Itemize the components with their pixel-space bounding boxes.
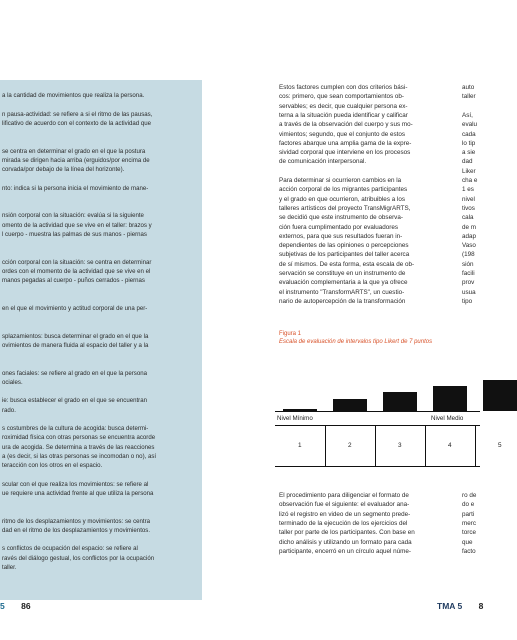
scale-number: 4 — [448, 442, 452, 449]
text-line: Así, — [462, 111, 473, 119]
text-line: que — [462, 538, 473, 546]
scale-label-divider — [275, 425, 480, 426]
text-line: torce — [462, 529, 476, 537]
text-line: merc — [462, 519, 476, 527]
text-line: servables; es decir, que cualquier persona ex- — [279, 102, 408, 110]
scale-cell-divider — [425, 425, 426, 466]
text-line: a (es decir, si las otras personas se incomodan o no), así — [2, 452, 157, 460]
footer-left-page-number: 86 — [21, 601, 31, 611]
text-line: ción fuera cumplimentado por evaluadores — [279, 223, 399, 231]
text-line: auto — [462, 84, 475, 91]
scale-bar — [333, 399, 367, 411]
text-line: acción corporal de los migrantes participantes — [279, 186, 408, 194]
figure-caption: Escala de evaluación de intervalos tipo Likert de 7 puntos — [279, 339, 433, 345]
footer-right-journal: TMA 5 — [437, 601, 463, 611]
text-line: se decidió que este instrumento de observa- — [279, 214, 403, 222]
text-line: l cuerpo - muestra las palmas de sus manos - piernas — [2, 230, 147, 238]
text-line: (198 — [462, 251, 475, 259]
text-line: externos, para que sus resultados fueran in- — [279, 232, 403, 240]
text-line: Para determinar si ocurrieron cambios en la — [279, 177, 402, 184]
text-line: dad — [462, 158, 473, 166]
text-line: sión — [462, 260, 474, 268]
footer-right — [437, 601, 483, 611]
text-line: terminado de la ejecución de los ejercicios del — [279, 519, 408, 527]
text-line: ritmo de los desplazamientos y movimientos: se centra — [2, 517, 151, 525]
text-line: de comunicación interpersonal. — [279, 158, 367, 166]
text-line: factores abarque una amplia gama de la expre- — [279, 139, 412, 147]
text-line: prov — [462, 279, 475, 287]
text-line: servación se constituye en un instrumento de — [279, 270, 406, 277]
text-line: a través de la observación del cuerpo y sus mo- — [279, 121, 413, 129]
scale-cell-divider — [375, 425, 376, 466]
text-line: nivel — [462, 195, 475, 203]
scale-bar — [283, 409, 317, 411]
text-line: tipo — [462, 297, 473, 305]
scale-number: 2 — [348, 442, 352, 449]
text-line: evaluación complementaria a la que ya ofrece — [279, 279, 408, 287]
text-line: de m — [462, 223, 476, 231]
text-line: nsión corporal con la situación: evalúa si la siguiente — [2, 212, 144, 220]
text-line: cos: primero, que sean comportamientos ob- — [279, 93, 404, 101]
text-line: el instrumento "TransformARTS", un cuestio- — [279, 288, 405, 296]
text-line: adap — [462, 232, 477, 240]
footer-left-journal: 5 — [0, 601, 5, 611]
text-line: lizó el registro en video de un segmento prede- — [279, 510, 411, 518]
text-line: participante, encerró en un círculo aquel núme- — [279, 547, 411, 555]
text-line: teracción con los otros en el espacio. — [2, 462, 103, 469]
text-line: ovimientos de manera fluida al espacio del taller y a la — [2, 341, 149, 349]
scale-label-min: Nivel Mínimo — [277, 415, 313, 422]
text-line: terna a la situación pueda identificar y calificar — [279, 111, 408, 119]
scale-bar — [433, 386, 467, 411]
text-line: n pausa-actividad: se refiere a si el ritmo de las pausas, — [2, 110, 153, 118]
text-line: lo tip — [462, 139, 476, 147]
text-line: evalu — [462, 121, 478, 129]
text-line: s costumbres de la cultura de acogida: busca determi- — [2, 425, 149, 432]
text-line: vimientos; segundo, que el conjunto de estos — [279, 130, 406, 138]
text-line: nario de autopercepción de la transformación — [279, 297, 406, 305]
text-line: talleres artísticos del proyecto TransMigrARTS, — [279, 204, 411, 212]
text-line: subjetivas de los participantes del taller acerca — [279, 251, 410, 259]
text-line: corvada/por debajo de la línea del horizonte). — [2, 166, 125, 173]
text-line: cala — [462, 214, 474, 222]
text-line: Estos factores cumplen con dos criterios bási- — [279, 84, 408, 91]
text-line: ura de acogida. Se determina a través de las reacciones — [2, 443, 155, 451]
text-line: facili — [462, 270, 475, 277]
text-line: y el grado en que ocurrieron, atribuibles a los — [279, 195, 406, 203]
text-line: sividad corporal que interviene en los procesos — [279, 149, 411, 157]
text-line: de sí mismos. De esta forma, esta escala de ob- — [279, 260, 415, 268]
text-line: omento de la actividad que se vive en el taller: brazos y — [2, 221, 152, 229]
text-line: splazamientos: busca determinar el grado en el que la — [2, 332, 149, 340]
text-line: ociales. — [2, 378, 23, 386]
scale-number: 3 — [398, 442, 402, 449]
scale-baseline — [275, 411, 480, 412]
text-line: manos pegadas al cuerpo - puños cerrados - piernas — [2, 277, 145, 284]
scale-number: 5 — [498, 442, 502, 449]
scale-bar — [383, 392, 417, 411]
text-line: scular con el que realiza los movimientos: se refiere al — [2, 480, 149, 488]
text-line: taller. — [2, 563, 17, 571]
text-line: taller por parte de los participantes. Con base en — [279, 529, 415, 537]
text-line: a sie — [462, 149, 476, 157]
scale-number-row-bottom — [275, 466, 480, 467]
text-line: lificativo de acuerdo con el contexto de la actividad que — [2, 119, 152, 127]
text-line: rado. — [2, 406, 16, 414]
text-line: roximidad física con otras personas se encuentra acorde — [2, 434, 156, 442]
scale-cell-divider — [325, 425, 326, 466]
text-line: ie: busca establecer el grado en el que se encuentran — [2, 397, 147, 405]
text-line: parti — [462, 510, 475, 518]
text-line: cada — [462, 130, 476, 138]
text-line: observación fue el siguiente: el evaluador ana- — [279, 501, 410, 509]
text-line: en el que el movimiento y actitud corporal de una per- — [2, 304, 148, 312]
text-line: mirada se dirigen hacia arriba (erguidos/por encima de — [2, 156, 150, 164]
scale-number: 1 — [298, 442, 302, 449]
footer-left — [0, 601, 31, 611]
text-line: ravés del diálogo gestual, los conflictos por la ocupación — [2, 554, 155, 562]
text-line: do e — [462, 501, 475, 509]
text-line: Liker — [462, 167, 476, 175]
text-line: ro de — [462, 492, 477, 499]
text-line: ordes con el momento de la actividad que se vive en el — [2, 267, 151, 275]
text-line: a la cantidad de movimientos que realiza la persona. — [2, 92, 145, 99]
text-line: tivos — [462, 204, 475, 212]
text-line: dicho análisis y utilizando un formato para cada — [279, 538, 412, 546]
text-line: s conflictos de ocupación del espacio: se refiere al — [2, 545, 138, 553]
text-line: ue requiere una actividad frente al que utiliza la persona — [2, 489, 154, 497]
text-line: cción corporal con la situación: se centra en determinar — [2, 258, 152, 266]
scale-bar — [483, 380, 517, 411]
text-line: cha e — [462, 177, 478, 184]
text-line: facto — [462, 547, 476, 555]
text-line: usua — [462, 288, 476, 296]
figure-label: Figura 1 — [279, 331, 302, 337]
text-line: nto: indica si la persona inicia el movimiento de mane- — [2, 184, 149, 192]
text-line: Vaso — [462, 242, 476, 250]
scale-cell-divider — [475, 425, 476, 466]
text-line: dependientes de las opiniones o percepciones — [279, 242, 409, 250]
scale-label-mid: Nivel Medio — [431, 415, 464, 422]
text-line: se centra en determinar el grado en el que la postura — [2, 147, 146, 155]
text-line: ones faciales: se refiere al grado en el que la persona — [2, 369, 147, 377]
text-line: El procedimiento para diligenciar el formato de — [279, 492, 409, 499]
text-line: taller — [462, 93, 476, 101]
footer-right-page-number: 8 — [478, 601, 484, 611]
definitions-box — [0, 80, 202, 600]
text-line: 1 es — [462, 186, 474, 194]
text-line: dad en el ritmo de los desplazamientos y movimientos. — [2, 526, 151, 534]
